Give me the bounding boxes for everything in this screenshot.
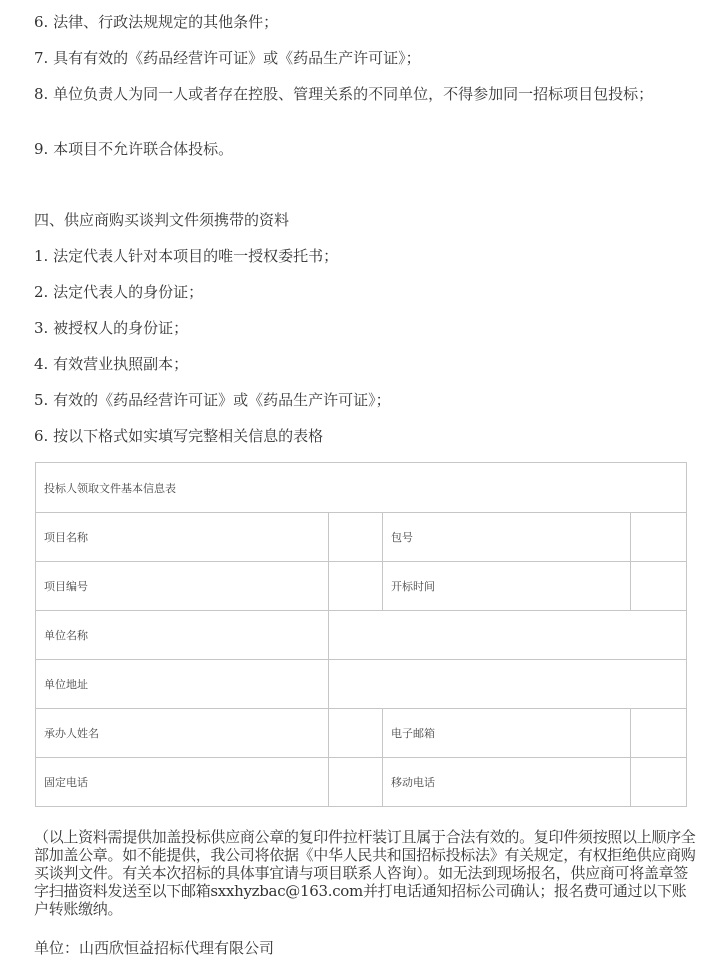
- agency-unit-line: 单位：山西欣恒益招标代理有限公司: [34, 939, 275, 957]
- table-row: [36, 513, 687, 562]
- project-name-value[interactable]: [329, 513, 383, 562]
- material-item-6: 6. 按以下格式如实填写完整相关信息的表格: [34, 427, 324, 445]
- company-address-value[interactable]: [329, 660, 687, 709]
- table-caption: 投标人领取文件基本信息表: [36, 463, 687, 513]
- condition-item-8: 8. 单位负责人为同一人或者存在控股、管理关系的不同单位，不得参加同一招标项目包投标；: [34, 85, 654, 103]
- company-name-value[interactable]: [329, 611, 687, 660]
- material-item-1: 1. 法定代表人针对本项目的唯一授权委托书；: [34, 247, 339, 265]
- material-item-3: 3. 被授权人的身份证；: [34, 319, 189, 337]
- table-row: [36, 660, 687, 709]
- landline-value[interactable]: [329, 758, 383, 807]
- bidder-info-table: [35, 462, 687, 807]
- table-caption-row: [36, 463, 687, 513]
- project-no-value[interactable]: [329, 562, 383, 611]
- opening-time-label: 开标时间: [383, 562, 631, 611]
- opening-time-value[interactable]: [631, 562, 687, 611]
- table-row: [36, 611, 687, 660]
- company-name-label: 单位名称: [36, 611, 329, 660]
- material-item-2: 2. 法定代表人的身份证；: [34, 283, 204, 301]
- table-row: [36, 709, 687, 758]
- table-row: [36, 562, 687, 611]
- material-item-5: 5. 有效的《药品经营许可证》或《药品生产许可证》；: [34, 391, 391, 409]
- condition-item-9: 9. 本项目不允许联合体投标。: [34, 140, 234, 158]
- landline-label: 固定电话: [36, 758, 329, 807]
- table-row: [36, 758, 687, 807]
- condition-item-6: 6. 法律、行政法规规定的其他条件；: [34, 13, 279, 31]
- section-heading: 四、供应商购买谈判文件须携带的资料: [34, 211, 290, 229]
- package-no-label: 包号: [383, 513, 631, 562]
- condition-item-7: 7. 具有有效的《药品经营许可证》或《药品生产许可证》；: [34, 49, 421, 67]
- material-item-4: 4. 有效营业执照副本；: [34, 355, 189, 373]
- mobile-value[interactable]: [631, 758, 687, 807]
- email-label: 电子邮箱: [383, 709, 631, 758]
- project-no-label: 项目编号: [36, 562, 329, 611]
- project-name-label: 项目名称: [36, 513, 329, 562]
- email-value[interactable]: [631, 709, 687, 758]
- company-address-label: 单位地址: [36, 660, 329, 709]
- contact-name-value[interactable]: [329, 709, 383, 758]
- contact-name-label: 承办人姓名: [36, 709, 329, 758]
- submission-note: （以上资料需提供加盖投标供应商公章的复印件拉杆装订且属于合法有效的。复印件须按照以上顺序全部加盖公章。如不能提供，我公司将依据《中华人民共和国招标投标法》有关规定，有权拒绝供应商购买谈判文件。有关本次招标的具体事宜请与项目联系人咨询）。如无法到现场报名，供应商可将盖章签字扫描资料发送至以下邮箱sxxhyzbac@163.com并打电话通知招标公司确认；报名费可通过以下账户转账缴纳。: [34, 828, 696, 918]
- mobile-label: 移动电话: [383, 758, 631, 807]
- package-no-value[interactable]: [631, 513, 687, 562]
